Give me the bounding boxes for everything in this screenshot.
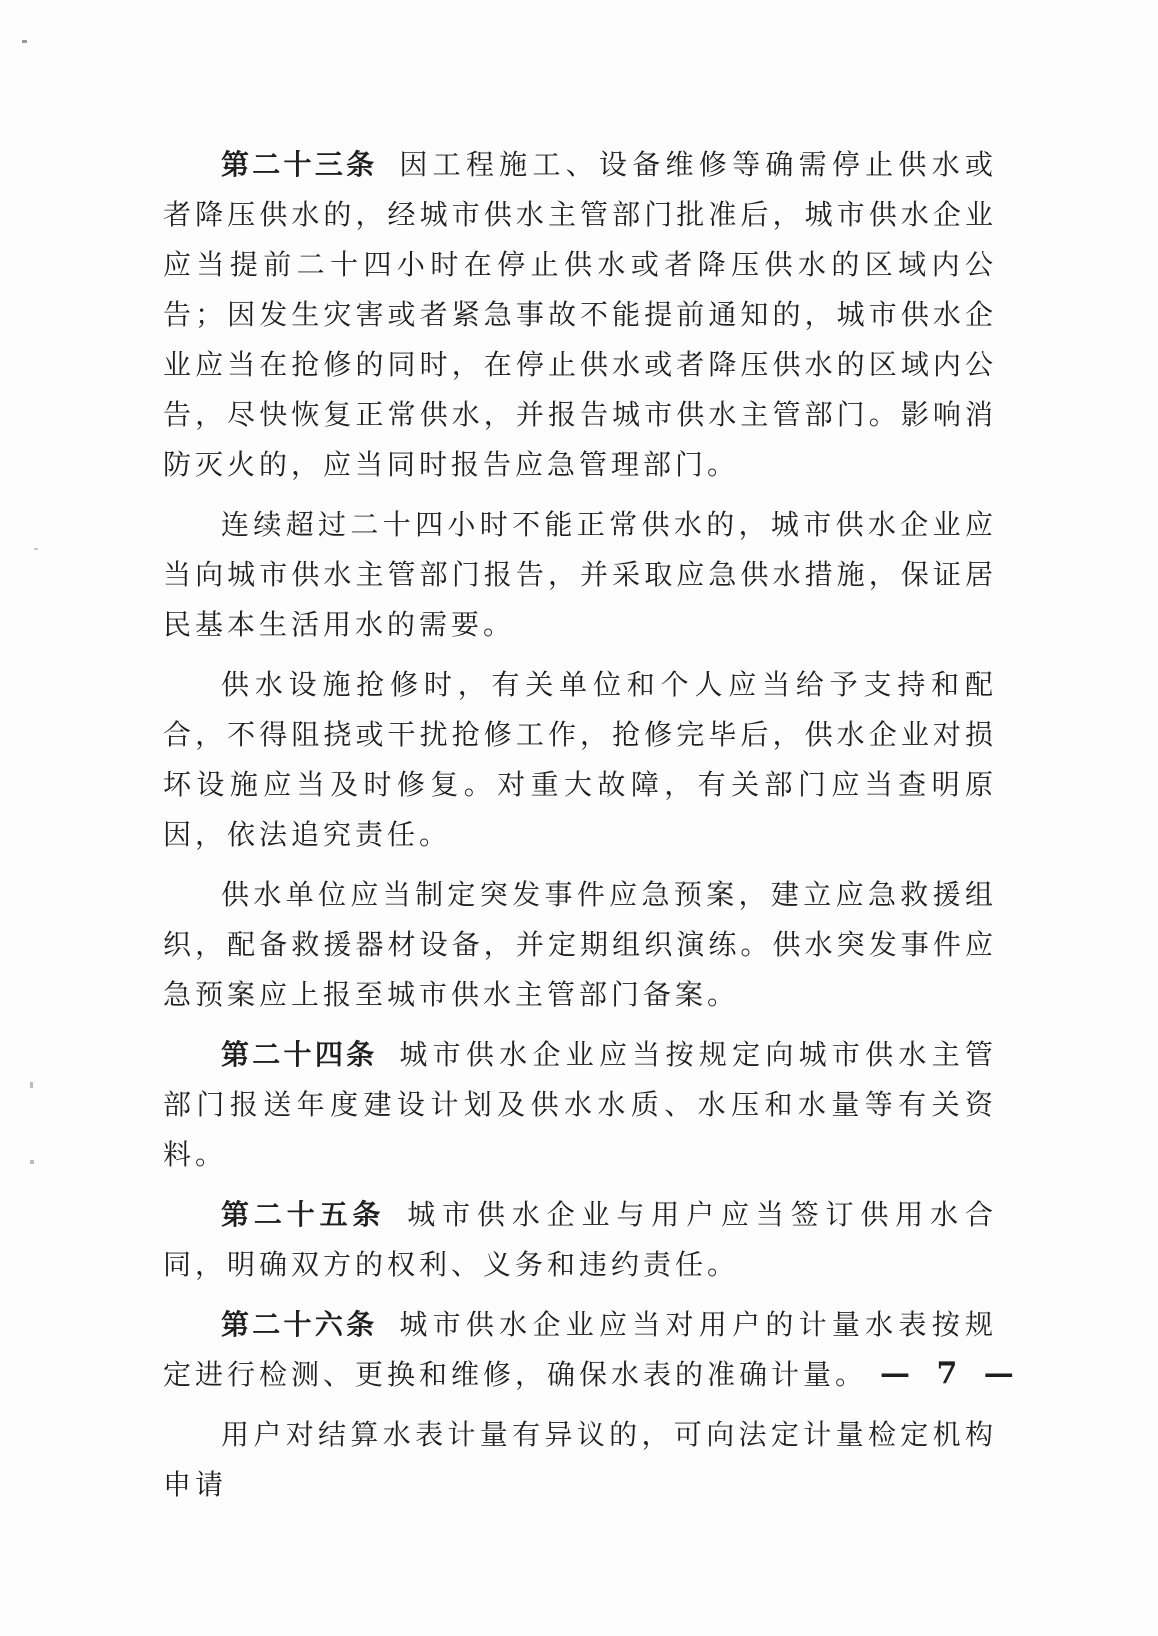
page-number: — 7 — xyxy=(880,1356,1022,1391)
paragraph-text: 城市供水企业应当按规定向城市供水主管部门报送年度建设计划及供水水质、水压和水量等有关资料。 xyxy=(163,1038,997,1171)
paragraph-text: 因工程施工、设备维修等确需停止供水或者降压供水的，经城市供水主管部门批准后，城市供水企业应当提前二十四小时在停止供水或者降压供水的区域内公告；因发生灾害或者紧急事故不能提前通知的，城市供水企业应当在抢修的同时，在停止供水或者降压供水的区域内公告，尽快恢复正常供水，并报告城市供水主管部门。影响消防灭火的，应当同时报告应急管理部门。 xyxy=(163,148,997,481)
article-heading: 第二十六条 xyxy=(221,1308,378,1341)
article-heading: 第二十五条 xyxy=(221,1198,386,1231)
scan-artifact-mark xyxy=(22,40,27,43)
paragraph-text: 供水单位应当制定突发事件应急预案，建立应急救援组织，配备救援器材设备，并定期组织演练。供水突发事件应急预案应上报至城市供水主管部门备案。 xyxy=(163,878,997,1011)
document-body xyxy=(163,140,997,1520)
paragraph-article-24 xyxy=(163,1030,997,1180)
paragraph-text: 用户对结算水表计量有异议的，可向法定计量检定机构申请 xyxy=(163,1418,997,1501)
paragraph-emergency-plan xyxy=(163,870,997,1020)
paragraph-text: 城市供水企业与用户应当签订供用水合同，明确双方的权利、义务和违约责任。 xyxy=(163,1198,997,1281)
paragraph-meter-dispute xyxy=(163,1410,997,1510)
article-heading: 第二十四条 xyxy=(221,1038,378,1071)
paragraph-text: 供水设施抢修时，有关单位和个人应当给予支持和配合，不得阻挠或干扰抢修工作，抢修完毕后，供水企业对损坏设施应当及时修复。对重大故障，有关部门应当查明原因，依法追究责任。 xyxy=(163,668,997,851)
paragraph-continuous-outage xyxy=(163,500,997,650)
paragraph-text: 城市供水企业应当对用户的计量水表按规定进行检测、更换和维修，确保水表的准确计量。 xyxy=(163,1308,997,1391)
scan-artifact-mark xyxy=(30,1160,34,1164)
paragraph-article-26 xyxy=(163,1300,997,1400)
scan-artifact-mark xyxy=(30,1082,33,1088)
paragraph-repair xyxy=(163,660,997,860)
paragraph-article-23 xyxy=(163,140,997,490)
article-heading: 第二十三条 xyxy=(221,148,378,181)
paragraph-text: 连续超过二十四小时不能正常供水的，城市供水企业应当向城市供水主管部门报告，并采取应急供水措施，保证居民基本生活用水的需要。 xyxy=(163,508,997,641)
scan-artifact-mark xyxy=(34,548,38,550)
paragraph-article-25 xyxy=(163,1190,997,1290)
